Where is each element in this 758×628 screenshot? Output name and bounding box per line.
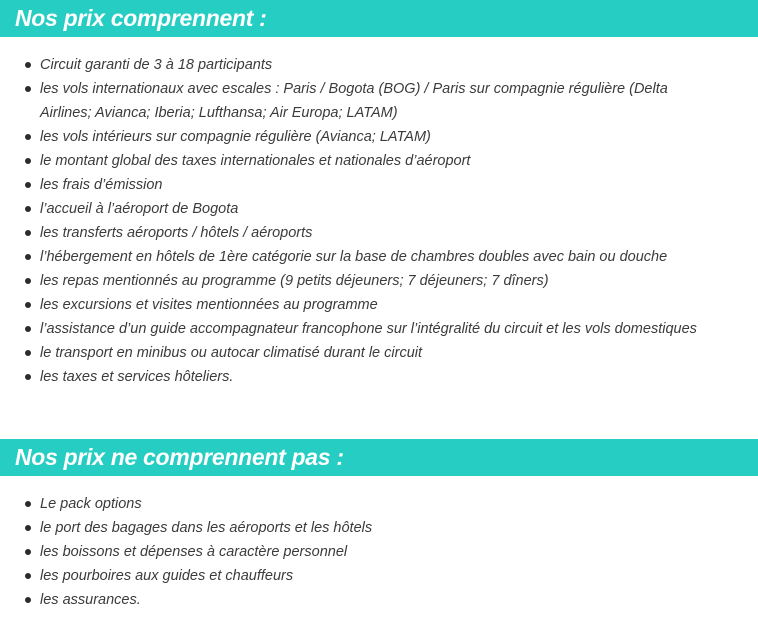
bullet-icon — [25, 182, 31, 188]
list-item — [0, 53, 758, 77]
list-item — [0, 564, 758, 588]
list-item-text: les vols intérieurs sur compagnie régulière (Avianca; LATAM) — [40, 129, 431, 145]
list-item-text: Le pack options — [40, 496, 142, 512]
list-item — [0, 492, 758, 516]
list-item-text: les frais d’émission — [40, 177, 163, 193]
list-item — [0, 365, 758, 389]
bullet-icon — [25, 597, 31, 603]
list-item-text: l’assistance d’un guide accompagnateur francophone sur l’intégralité du circuit et les vols domestiques — [40, 321, 697, 337]
list-item-text: les transferts aéroports / hôtels / aéroports — [40, 225, 313, 241]
list-item — [0, 77, 758, 125]
list-item-text: les vols internationaux avec escales : Paris / Bogota (BOG) / Paris sur compagnie régulière (Delta Airlines; Avianca; Iberia; Lufthansa; Air Europa; LATAM) — [40, 81, 668, 121]
list-item — [0, 197, 758, 221]
list-item — [0, 245, 758, 269]
bullet-icon — [25, 62, 31, 68]
bullet-icon — [25, 549, 31, 555]
list-item-text: Circuit garanti de 3 à 18 participants — [40, 57, 273, 73]
list-item — [0, 293, 758, 317]
list-item — [0, 317, 758, 341]
bullet-icon — [25, 254, 31, 260]
list-item-text: les excursions et visites mentionnées au programme — [40, 297, 378, 313]
list-item-text: le port des bagages dans les aéroports et les hôtels — [40, 520, 373, 536]
bullet-icon — [25, 206, 31, 212]
bullet-icon — [25, 350, 31, 356]
list-item — [0, 588, 758, 612]
excluded-items-list — [0, 492, 758, 612]
list-item-text: les taxes et services hôteliers. — [40, 369, 234, 385]
list-item — [0, 341, 758, 365]
bullet-icon — [25, 326, 31, 332]
bullet-icon — [25, 158, 31, 164]
list-item-text: les boissons et dépenses à caractère personnel — [40, 544, 348, 560]
list-item-text: le transport en minibus ou autocar climatisé durant le circuit — [40, 345, 423, 361]
bullet-icon — [25, 374, 31, 380]
bullet-icon — [25, 134, 31, 140]
bullet-icon — [25, 525, 31, 531]
list-item-text: les pourboires aux guides et chauffeurs — [40, 568, 294, 584]
bullet-icon — [25, 501, 31, 507]
bullet-icon — [25, 302, 31, 308]
list-item — [0, 516, 758, 540]
list-item-text: l’accueil à l’aéroport de Bogota — [40, 201, 239, 217]
bullet-icon — [25, 573, 31, 579]
list-item — [0, 269, 758, 293]
included-items-list — [0, 53, 758, 389]
list-item — [0, 540, 758, 564]
bullet-icon — [25, 86, 31, 92]
list-item — [0, 125, 758, 149]
list-item-text: les assurances. — [40, 592, 141, 608]
included-section-title: Nos prix comprennent : — [15, 5, 267, 31]
excluded-section-header — [0, 439, 758, 476]
list-item — [0, 221, 758, 245]
bullet-icon — [25, 230, 31, 236]
list-item — [0, 149, 758, 173]
list-item-text: les repas mentionnés au programme (9 petits déjeuners; 7 déjeuners; 7 dîners) — [40, 273, 549, 289]
bullet-icon — [25, 278, 31, 284]
list-item-text: le montant global des taxes internationales et nationales d’aéroport — [40, 153, 471, 169]
included-section-header — [0, 0, 758, 37]
list-item — [0, 173, 758, 197]
excluded-section-title: Nos prix ne comprennent pas : — [15, 444, 344, 470]
list-item-text: l’hébergement en hôtels de 1ère catégorie sur la base de chambres doubles avec bain ou douche — [40, 249, 668, 265]
